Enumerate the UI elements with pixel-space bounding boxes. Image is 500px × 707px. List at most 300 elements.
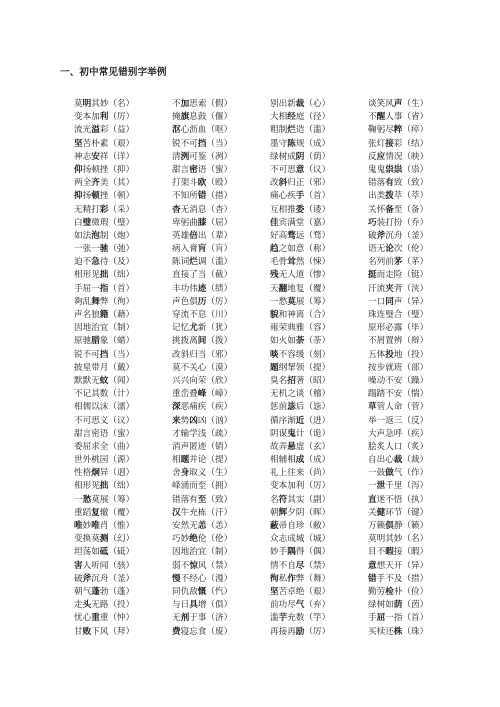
typo-char: 具	[189, 600, 198, 611]
table-cell: 佳宾满堂（嘉）	[270, 217, 331, 228]
typo-char: 欧	[197, 178, 207, 189]
typo-char: 貌	[270, 310, 279, 320]
table-cell: 鞠躬尽粹（瘁）	[368, 125, 429, 136]
table-cell: 噪动不安（躁）	[368, 375, 429, 386]
table-cell: 错落有致（致）	[368, 178, 429, 189]
table-cell: 重峦叠峰（嶂）	[172, 389, 233, 400]
typo-char: 斧	[82, 573, 92, 584]
table-cell: 五体投地（投）	[368, 349, 429, 360]
typo-char: 头	[82, 600, 92, 611]
table-cell: 坚苦朴素（艰）	[74, 138, 135, 149]
typo-char: 残	[270, 270, 279, 281]
typo-char: 腊	[91, 336, 100, 347]
typo-char: 杳	[172, 204, 181, 215]
typo-char: 仰	[74, 164, 83, 175]
typo-char: 粹	[393, 125, 403, 136]
table-cell: 互相推委（诿）	[270, 204, 331, 215]
table-cell: 英雄倍出（辈）	[172, 230, 233, 241]
table-cell: 一口同声（异）	[368, 296, 429, 307]
table-cell: 鬼鬼祟祟（祟）	[368, 164, 429, 175]
table-cell: 谈笑风声（生）	[368, 99, 429, 109]
table-cell: 雍荣典雅（容）	[270, 323, 331, 334]
table-row	[74, 533, 464, 546]
typo-char: 题	[270, 362, 279, 373]
table-cell: 巧装打扮（乔）	[368, 217, 429, 228]
table-row	[74, 296, 464, 309]
typo-char: 啖	[270, 349, 279, 360]
table-cell: 一愁莫展（筹）	[270, 296, 331, 307]
table-cell: 一鼓做气（作）	[368, 468, 429, 479]
table-cell: 礼上往来（尚）	[270, 468, 331, 479]
table-cell: 举一返三（反）	[368, 415, 429, 426]
table-row	[74, 204, 464, 217]
table-row	[74, 335, 464, 348]
table-cell: 残无人道（惨）	[270, 270, 331, 281]
table-cell: 卑躬曲膝（屈）	[172, 217, 233, 228]
table-cell: 巧妙绝伦（伦）	[172, 534, 233, 545]
typo-char: 蓬	[91, 586, 100, 597]
table-cell: 沤心沥血（呕）	[172, 125, 233, 136]
table-cell: 甜言密语（蜜）	[172, 164, 233, 175]
typo-char: 籍	[99, 310, 109, 320]
table-cell: 甘败下风（拜）	[74, 626, 135, 637]
typo-char: 骛	[287, 230, 296, 241]
table-row	[74, 467, 464, 480]
table-cell: 默默无蚊（闻）	[74, 375, 135, 386]
table-cell: 如法泡制（炮）	[74, 230, 135, 241]
table-cell: 自出心裁（裁）	[368, 455, 429, 466]
table-cell: 张灯接彩（结）	[368, 138, 429, 149]
table-row	[74, 454, 464, 467]
typo-char: 指	[99, 283, 109, 294]
typo-char: 耸	[287, 257, 296, 268]
typo-char: 有	[385, 178, 394, 189]
typo-char: 健	[376, 507, 386, 518]
table-cell: 相题并论（提）	[172, 455, 233, 466]
table-cell: 痛心疾手（首）	[270, 191, 331, 202]
table-row	[74, 177, 464, 190]
typo-char: 裁	[393, 455, 403, 466]
table-row	[74, 362, 464, 375]
table-row	[74, 217, 464, 230]
table-row	[74, 256, 464, 269]
typo-char: 急	[91, 257, 100, 268]
table-cell: 破斧沉舟（釜）	[368, 230, 429, 241]
typo-char: 尤	[189, 323, 198, 334]
table-cell: 无精打彩（采）	[74, 204, 135, 215]
typo-char: 荼	[295, 336, 305, 347]
typo-char: 绝	[189, 534, 198, 545]
table-cell: 无剂于事（济）	[172, 613, 233, 624]
typo-char: 明	[82, 99, 92, 109]
table-cell: 情不自尽（禁）	[270, 560, 331, 571]
table-cell: 徇私作弊（舞）	[270, 573, 331, 584]
table-cell: 万籁俱静（籁）	[368, 521, 429, 531]
table-cell: 汉牛充栋（汗）	[172, 507, 233, 518]
typo-char: 手	[295, 191, 305, 202]
typo-char: 至	[197, 494, 207, 505]
table-cell: 阴谋鬼计（诡）	[270, 428, 331, 439]
typo-char: 夹	[385, 283, 394, 294]
table-cell: 弱不惊风（禁）	[172, 560, 233, 571]
table-cell: 变本加利（厉）	[270, 481, 331, 492]
typo-char: 重	[91, 613, 100, 624]
typo-char: 气	[295, 600, 305, 611]
typo-char: 招	[287, 375, 296, 386]
typo-char: 蚊	[99, 375, 109, 386]
typo-char: 唯	[91, 521, 100, 531]
table-cell: 掩旗息鼓（偃）	[172, 112, 233, 123]
table-cell: 绿树如荫（茵）	[368, 600, 429, 611]
typo-table	[74, 98, 464, 639]
table-cell: 买椟还株（珠）	[368, 626, 429, 637]
typo-char: 裁	[295, 99, 305, 109]
table-cell: 蹋踏不安（惴）	[368, 389, 429, 400]
table-cell: 害人听闻（骇）	[74, 560, 135, 571]
table-cell: 语无论次（伦）	[368, 244, 429, 255]
table-cell: 绿树成阴（荫）	[270, 151, 331, 162]
table-cell: 一张一驰（弛）	[74, 244, 135, 255]
typo-char: 隅	[287, 547, 296, 558]
typo-char: 挺	[368, 270, 377, 281]
typo-char: 备	[385, 204, 394, 215]
table-row	[74, 388, 464, 401]
table-cell: 仰扬顿挫（抑）	[74, 164, 135, 175]
typo-char: 败	[82, 626, 92, 637]
table-cell: 坚苦卓绝（艰）	[270, 586, 331, 597]
table-cell: 趋之如意（称）	[270, 244, 331, 255]
typo-char: 悬	[287, 441, 296, 452]
table-cell: 关健环节（键）	[368, 507, 429, 518]
table-cell: 意想天开（异）	[368, 560, 429, 571]
table-cell: 声色俱历（厉）	[172, 296, 233, 307]
typo-char: 斜	[278, 178, 288, 189]
table-cell: 脍炙人口（炙）	[368, 441, 429, 452]
typo-char: 坚	[270, 586, 279, 597]
table-cell: 按步就班（部）	[368, 362, 429, 373]
typo-char: 密	[189, 164, 198, 175]
table-cell: 错落有至（致）	[172, 494, 233, 505]
table-row	[74, 98, 464, 111]
table-row	[74, 269, 464, 282]
table-cell: 汗流夹背（浃）	[368, 283, 429, 294]
typo-char: 身	[180, 468, 190, 479]
table-cell: 峰涌而至（拥）	[172, 481, 233, 492]
table-cell: 一愁莫展（筹）	[74, 494, 135, 505]
typo-char: 剂	[180, 613, 190, 624]
typo-char: 徇	[270, 573, 279, 584]
typo-char: 暇	[385, 547, 394, 558]
table-cell: 相儒以沫（濡）	[74, 402, 135, 413]
typo-char: 膝	[197, 217, 207, 228]
typo-char: 作	[287, 573, 296, 584]
typo-char: 委	[295, 204, 305, 215]
table-cell: 甜言密语（蜜）	[74, 428, 135, 439]
typo-char: 加	[180, 99, 190, 109]
table-cell: 原驰腊象（蜡）	[74, 336, 135, 347]
typo-char: 洌	[180, 151, 190, 162]
table-cell: 重蹈复辙（覆）	[74, 507, 135, 518]
table-cell: 不可思义（议）	[74, 415, 135, 426]
table-cell: 如火如荼（荼）	[270, 336, 331, 347]
typo-char: 翻	[278, 283, 288, 294]
table-cell: 世外桃园（源）	[74, 455, 135, 466]
typo-char: 屈	[376, 613, 386, 624]
table-cell: 再接再励（厉）	[270, 626, 331, 637]
table-cell: 挺而走险（铤）	[368, 270, 429, 281]
table-cell: 委屈求全（曲）	[74, 441, 135, 452]
table-cell: 流光溢彩（益）	[74, 125, 135, 136]
table-cell: 莫明其妙（名）	[368, 534, 429, 545]
table-row	[74, 546, 464, 559]
table-cell: 蔽帚自珍（敝）	[270, 521, 331, 531]
typo-char: 舞	[91, 296, 100, 307]
table-cell: 神志安祥（详）	[74, 151, 135, 162]
table-cell: 杳无消息（杳）	[172, 204, 233, 215]
table-cell: 众志成城（城）	[270, 534, 331, 545]
typo-char: 趋	[270, 244, 279, 255]
table-cell: 病入膏肓（肓）	[172, 244, 233, 255]
table-row	[74, 138, 464, 151]
table-cell: 清洌可鉴（冽）	[172, 151, 233, 162]
typo-char: 抑	[74, 191, 83, 202]
table-cell: 原形必露（毕）	[368, 323, 429, 334]
typo-char: 近	[295, 415, 305, 426]
typo-char: 论	[385, 244, 394, 255]
typo-char: 茅	[393, 257, 403, 268]
typo-char: 彩	[99, 204, 109, 215]
table-cell: 大声急呼（疾）	[368, 428, 429, 439]
table-cell: 关怀备至（备）	[368, 204, 429, 215]
table-cell: 好高骛远（骛）	[270, 230, 331, 241]
table-cell: 臭名招著（昭）	[270, 375, 331, 386]
table-cell: 手屈一指（首）	[368, 613, 429, 624]
table-cell: 穿流不息（川）	[172, 310, 233, 320]
typo-char: 汉	[172, 507, 181, 518]
typo-char: 成	[295, 455, 305, 466]
table-cell: 相形见拙（绌）	[74, 481, 135, 492]
table-row	[74, 401, 464, 414]
typo-char: 拙	[99, 270, 109, 281]
typo-char: 同	[385, 296, 394, 307]
typo-char: 草	[368, 402, 377, 413]
table-cell: 费寝忘食（废）	[172, 626, 233, 637]
table-cell: 丰功伟迹（绩）	[172, 283, 233, 294]
section-heading: 一、初中常见错别字举例	[60, 67, 167, 78]
table-row	[74, 415, 464, 428]
typo-char: 辉	[278, 507, 288, 518]
typo-char: 符	[278, 494, 288, 505]
typo-char: 直	[368, 494, 377, 505]
typo-char: 拨	[385, 191, 394, 202]
table-cell: 破斧沉舟（釜）	[74, 573, 135, 584]
table-cell: 同仇敌慨（忾）	[172, 586, 233, 597]
table-cell: 迫不急待（及）	[74, 257, 135, 268]
table-cell: 不可思意（议）	[270, 164, 331, 175]
table-row	[74, 375, 464, 388]
typo-char: 迹	[197, 283, 207, 294]
table-cell: 莫不关心（漠）	[172, 362, 233, 373]
typo-char: 来	[172, 415, 181, 426]
typo-char: 璧	[82, 217, 92, 228]
typo-char: 佳	[270, 217, 279, 228]
typo-char: 接	[385, 138, 394, 149]
table-cell: 惩前毖后（毖）	[270, 402, 331, 413]
typo-char: 蔽	[270, 521, 279, 531]
table-cell: 因地治宜（制）	[172, 547, 233, 558]
table-cell: 相辅相成（成）	[270, 455, 331, 466]
table-row	[74, 190, 464, 203]
table-row	[74, 480, 464, 493]
table-cell: 莫明其妙（名）	[74, 99, 135, 109]
table-cell: 披星带月（戴）	[74, 362, 135, 373]
table-cell: 不知所错（措）	[172, 191, 233, 202]
typo-char: 错	[197, 191, 207, 202]
table-cell: 前功尽气（弃）	[270, 600, 331, 611]
table-cell: 抑扬顿挫（顿）	[74, 191, 135, 202]
typo-char: 泡	[91, 230, 100, 241]
table-cell: 改斜归当（邪）	[172, 349, 233, 360]
typo-char: 检	[385, 586, 394, 597]
table-cell: 相形见拙（绌）	[74, 270, 135, 281]
table-cell: 朝气蓬勃（蓬）	[74, 586, 135, 597]
typo-char: 励	[295, 626, 305, 637]
table-cell: 故弄悬虚（玄）	[270, 441, 331, 452]
table-cell: 毛骨耸然（悚）	[270, 257, 331, 268]
table-cell: 一泄千里（泻）	[368, 481, 429, 492]
table-cell: 唯妙唯肖（惟）	[74, 521, 135, 531]
table-cell: 陈词烂调（滥）	[172, 257, 233, 268]
typo-char: 坚	[74, 138, 83, 149]
table-cell: 墨守陈规（成）	[270, 138, 331, 149]
typo-char: 经	[287, 112, 296, 123]
typo-char: 害	[74, 560, 83, 571]
typo-char: 齐	[91, 178, 100, 189]
table-cell: 记忆尤新（犹）	[172, 323, 233, 334]
typo-char: 意	[368, 560, 377, 571]
table-cell: 别出新裁（心）	[270, 99, 331, 109]
table-cell: 慢不经心（漫）	[172, 573, 233, 584]
table-cell: 滥芋充数（竽）	[270, 613, 331, 624]
table-row	[74, 322, 464, 335]
table-cell: 珠连璧合（璧）	[368, 310, 429, 320]
typo-char: 做	[385, 468, 394, 479]
table-cell: 啖不容缓（刻）	[270, 349, 331, 360]
table-cell: 手屈一指（首）	[74, 283, 135, 294]
typo-char: 错	[368, 573, 377, 584]
table-row	[74, 626, 464, 639]
typo-char: 间	[197, 336, 207, 347]
typo-char: 安	[91, 151, 100, 162]
table-cell: 变换莫测（幻）	[74, 534, 135, 545]
typo-char: 倍	[189, 230, 198, 241]
typo-char: 尽	[295, 560, 305, 571]
table-row	[74, 349, 464, 362]
typo-char: 凶	[189, 415, 198, 426]
typo-char: 泄	[376, 481, 386, 492]
table-cell: 错手不及（措）	[368, 573, 429, 584]
typo-char: 顿	[91, 191, 100, 202]
typo-char: 俱	[385, 521, 394, 531]
typo-char: 芋	[278, 613, 288, 624]
table-row	[74, 164, 464, 177]
table-cell: 两全齐美（其）	[74, 178, 135, 189]
table-row	[74, 151, 464, 164]
table-cell: 目不暇接（暇）	[368, 547, 429, 558]
table-row	[74, 612, 464, 625]
table-row	[74, 586, 464, 599]
table-row	[74, 507, 464, 520]
typo-char: 历	[197, 296, 207, 307]
typo-char: 旗	[180, 112, 190, 123]
typo-char: 祟祟	[385, 164, 403, 175]
table-cell: 变本加利（厉）	[74, 112, 135, 123]
typo-char: 鬼	[287, 428, 296, 439]
table-cell: 锐不可挡（当）	[172, 138, 233, 149]
typo-char: 砥	[99, 547, 109, 558]
typo-char: 惊	[189, 560, 198, 571]
table-cell: 夠乱舞弊（徇）	[74, 296, 135, 307]
table-cell: 深恶痛疾（疾）	[172, 402, 233, 413]
table-cell: 锐不可挡（当）	[74, 349, 135, 360]
table-cell: 粗制烂造（滥）	[270, 125, 331, 136]
typo-char: 测	[99, 534, 109, 545]
table-cell: 题纲挈领（提）	[270, 362, 331, 373]
table-cell: 不加思索（假）	[172, 99, 233, 109]
table-cell: 直迷不悟（执）	[368, 494, 429, 505]
typo-char: 驰	[99, 244, 109, 255]
table-cell: 消声匿迹（销）	[172, 441, 233, 452]
table-cell: 兴兴向荣（欣）	[172, 375, 233, 386]
typo-char: 应	[376, 151, 386, 162]
typo-char: 阴	[295, 151, 305, 162]
table-row	[74, 494, 464, 507]
table-cell: 挑拨离间（拨）	[172, 336, 233, 347]
typo-char: 毖	[287, 402, 296, 413]
table-cell: 不屑置辨（辩）	[368, 336, 429, 347]
table-cell: 天翻地复（覆）	[270, 283, 331, 294]
typo-char: 投	[385, 349, 394, 360]
table-cell: 打架斗欧（殴）	[172, 178, 233, 189]
table-cell: 走头无路（投）	[74, 600, 135, 611]
table-row	[74, 230, 464, 243]
table-cell: 忧心重重（忡）	[74, 613, 135, 624]
table-row	[74, 111, 464, 124]
typo-char: 烂	[189, 257, 198, 268]
table-row	[74, 441, 464, 454]
table-cell: 貌和神离（合）	[270, 310, 331, 320]
table-cell: 声名狼籍（藉）	[74, 310, 135, 320]
typo-char: 拙	[99, 481, 109, 492]
typo-char: 慢	[172, 573, 181, 584]
typo-char: 沤	[172, 125, 181, 136]
table-cell: 舍身取义（生）	[172, 468, 233, 479]
typo-char: 题	[180, 455, 190, 466]
typo-char: 挡	[197, 138, 207, 149]
table-cell: 坦荡如砥（砥）	[74, 547, 135, 558]
table-cell: 来势凶凶（汹）	[172, 415, 233, 426]
table-cell: 勤劳检朴（俭）	[368, 586, 429, 597]
typo-char: 株	[393, 626, 403, 637]
table-cell: 大相经庭（径）	[270, 112, 331, 123]
typo-char: 声	[393, 99, 403, 109]
table-row	[74, 560, 464, 573]
typo-char: 唯	[74, 521, 83, 531]
typo-char: 巧	[368, 217, 377, 228]
typo-char: 意	[295, 164, 305, 175]
table-cell: 无机之谈（稽）	[270, 389, 331, 400]
typo-char: 醒	[376, 112, 386, 123]
